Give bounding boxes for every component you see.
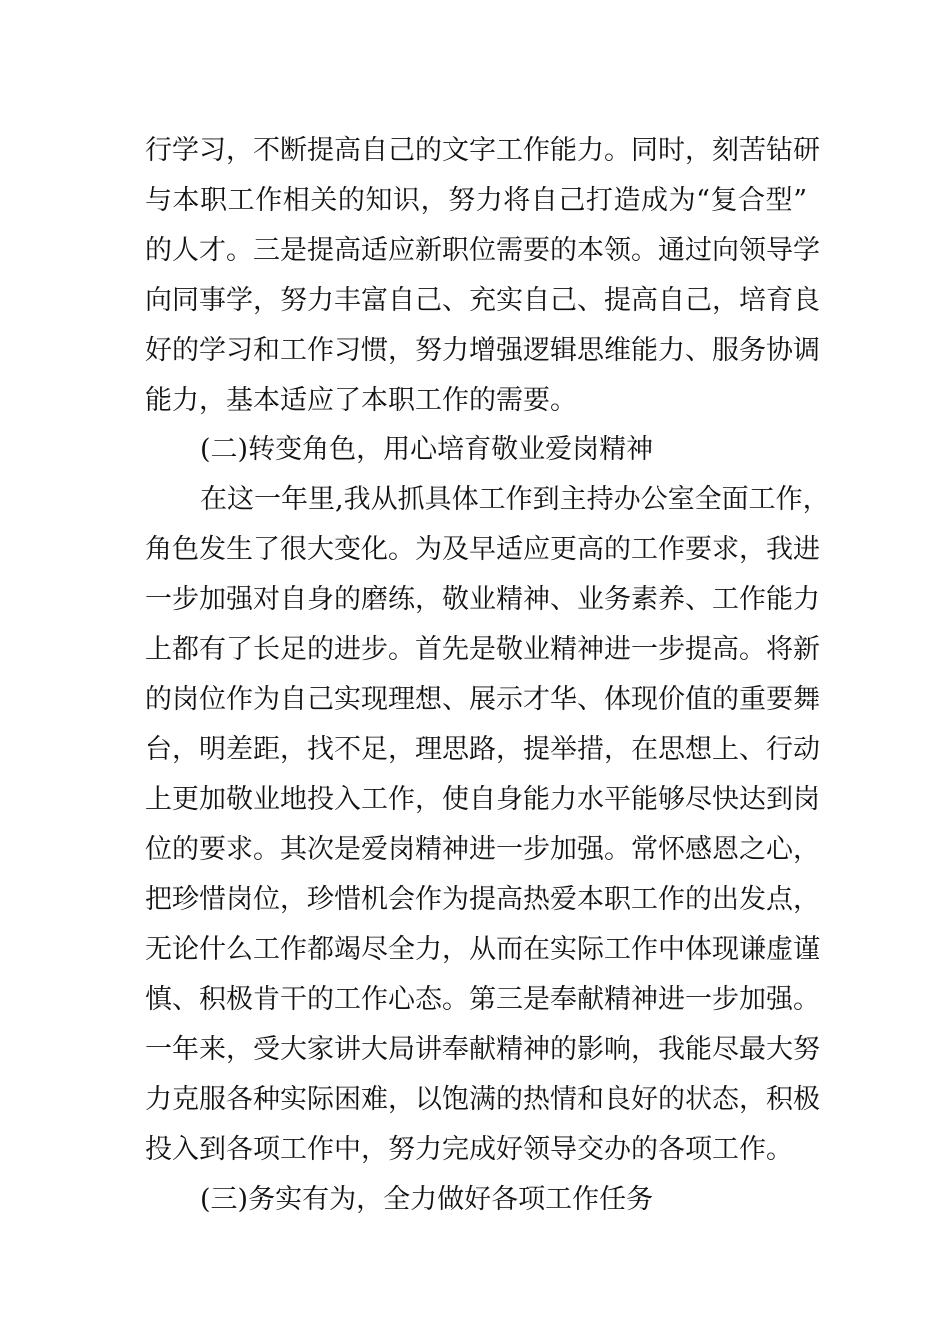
section-heading: (二)转变角色，用心培育敬业爱岗精神	[200, 434, 654, 465]
paragraph-line: 位的要求。其次是爱岗精神进一步加强。常怀感恩之心，	[145, 834, 820, 865]
paragraph-line: 慎、积极肯干的工作心态。第三是奉献精神进一步加强。	[145, 984, 820, 1015]
paragraph-line: 向同事学，努力丰富自己、充实自己、提高自己，培育良	[145, 285, 820, 316]
paragraph-line: 一年来，受大家讲大局讲奉献精神的影响，我能尽最大努	[145, 1034, 820, 1065]
paragraph-line: 行学习，不断提高自己的文字工作能力。同时，刻苦钻研	[145, 135, 820, 166]
paragraph-line: 无论什么工作都竭尽全力，从而在实际工作中体现谦虚谨	[145, 934, 820, 965]
paragraph-line: 的岗位作为自己实现理想、展示才华、体现价值的重要舞	[145, 684, 820, 715]
section-heading: (三)务实有为，全力做好各项工作任务	[200, 1184, 654, 1215]
paragraph-line: 上都有了长足的进步。首先是敬业精神进一步提高。将新	[145, 634, 820, 665]
paragraph-line: 台，明差距，找不足，理思路，提举措，在思想上、行动	[145, 734, 820, 765]
paragraph-line: 投入到各项工作中，努力完成好领导交办的各项工作。	[145, 1134, 793, 1165]
paragraph-line: 与本职工作相关的知识，努力将自己打造成为“复合型”	[145, 185, 807, 216]
paragraph-line: 能力，基本适应了本职工作的需要。	[145, 385, 577, 416]
paragraph-line: 角色发生了很大变化。为及早适应更高的工作要求，我进	[145, 534, 820, 565]
paragraph-line: 好的学习和工作习惯，努力增强逻辑思维能力、服务协调	[145, 335, 820, 366]
paragraph-line: 力克服各种实际困难，以饱满的热情和良好的状态，积极	[145, 1084, 820, 1115]
paragraph-line: 的人才。三是提高适应新职位需要的本领。通过向领导学	[145, 235, 820, 266]
paragraph-line: 把珍惜岗位，珍惜机会作为提高热爱本职工作的出发点，	[145, 884, 820, 915]
paragraph-line: 在这一年里,我从抓具体工作到主持办公室全面工作，	[200, 484, 830, 515]
paragraph-line: 一步加强对自身的磨练，敬业精神、业务素养、工作能力	[145, 584, 820, 615]
paragraph-line: 上更加敬业地投入工作，使自身能力水平能够尽快达到岗	[145, 784, 820, 815]
